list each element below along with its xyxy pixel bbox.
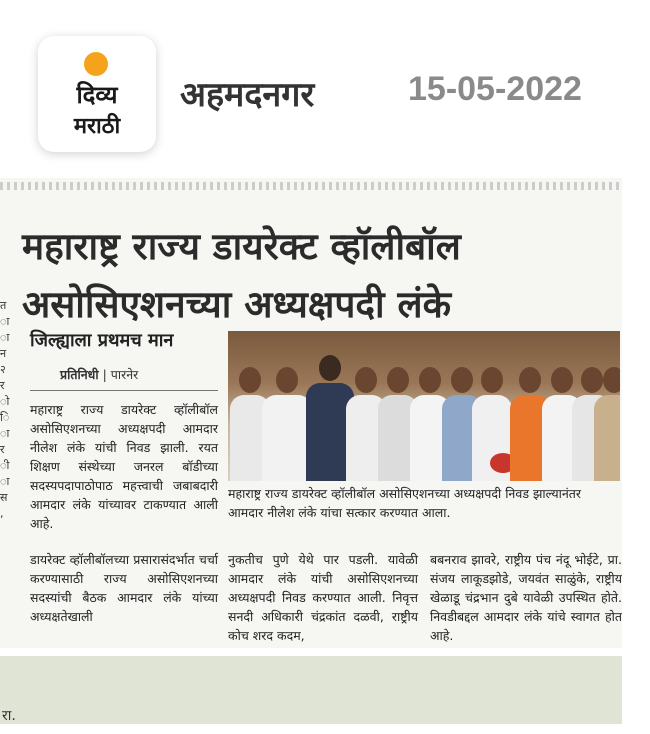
headline-line-1: महाराष्ट्र राज्य डायरेक्ट व्हॉलीबॉल (22, 225, 461, 268)
article-photo (228, 331, 620, 481)
logo-text-line1: दिव्य (76, 81, 118, 109)
column-3-text: बबनराव झावरे, राष्ट्रीय पंच नंदू भोईटे, प्रा. संजय लाकूडझोडे, जयवंत साळुंके, राष्ट्रीय खेळाडू चंद्रभान दुबे यावेळी उपस्थित होते. निवडीबद्दल आमदार लंके यांचे स्वागत होत आहे. (430, 552, 622, 643)
app-logo (38, 36, 156, 152)
logo-sun-icon (84, 52, 108, 76)
byline-divider (30, 390, 218, 391)
byline-place: पारनेर (110, 367, 139, 382)
logo-text-line2: मराठी (73, 114, 121, 139)
photo-caption: महाराष्ट्र राज्य डायरेक्ट व्हॉलीबॉल असोसिएशनच्या अध्यक्षपदी निवड झाल्यानंतर आमदार नीलेश लंके यांचा सत्कार करण्यात आला. (228, 486, 582, 520)
column-1-paragraph-2: डायरेक्ट व्हॉलीबॉलच्या प्रसारासंदर्भात चर्चा करण्यासाठी राज्य असोसिएशनच्या सदस्यांची बैठक आमदार लंके यांच्या अध्यक्षतेखाली (30, 552, 218, 624)
cut-text-strip (0, 182, 622, 190)
column-2-text: नुकतीच पुणे येथे पार पडली. यावेळी आमदार लंके यांची असोसिएशनच्या अध्यक्षपदी निवड करण्यात आली. निवृत्त सनदी अधिकारी चंद्रकांत दळवी, राष्ट्रीय कोच शरद कदम, (228, 552, 418, 643)
edition-city: अहमदनगर (180, 75, 315, 115)
edition-date: 15-05-2022 (408, 70, 582, 108)
byline-separator: | (102, 367, 111, 382)
photo-person (262, 367, 312, 481)
article-subheading: जिल्ह्याला प्रथमच मान (30, 330, 174, 351)
bottom-text-fragment: रा. (2, 708, 16, 724)
news-clipping (0, 178, 622, 648)
photo-person (594, 367, 620, 481)
byline-reporter: प्रतिनिधी (60, 367, 99, 382)
left-edge-fragment: त ा ा न २ र ो ि ा र ी ा स , (0, 299, 10, 520)
column-1-paragraph-1: महाराष्ट्र राज्य डायरेक्ट व्हॉलीबॉल असोसिएशनच्या अध्यक्षपदी आमदार नीलेश लंके यांची निवड झाली. रयत शिक्षण संस्थेच्या जनरल बॉडीच्या सदस्यपदापाठोपाठ महत्त्वाची जबाबदारी आमदार लंके यांच्यावर टाकण्यात आली आहे. (30, 402, 218, 531)
article-byline (60, 366, 138, 383)
next-article-strip (0, 656, 622, 724)
headline-line-2: असोसिएशनच्या अध्यक्षपदी लंके (22, 283, 451, 326)
article-headline (22, 218, 622, 334)
